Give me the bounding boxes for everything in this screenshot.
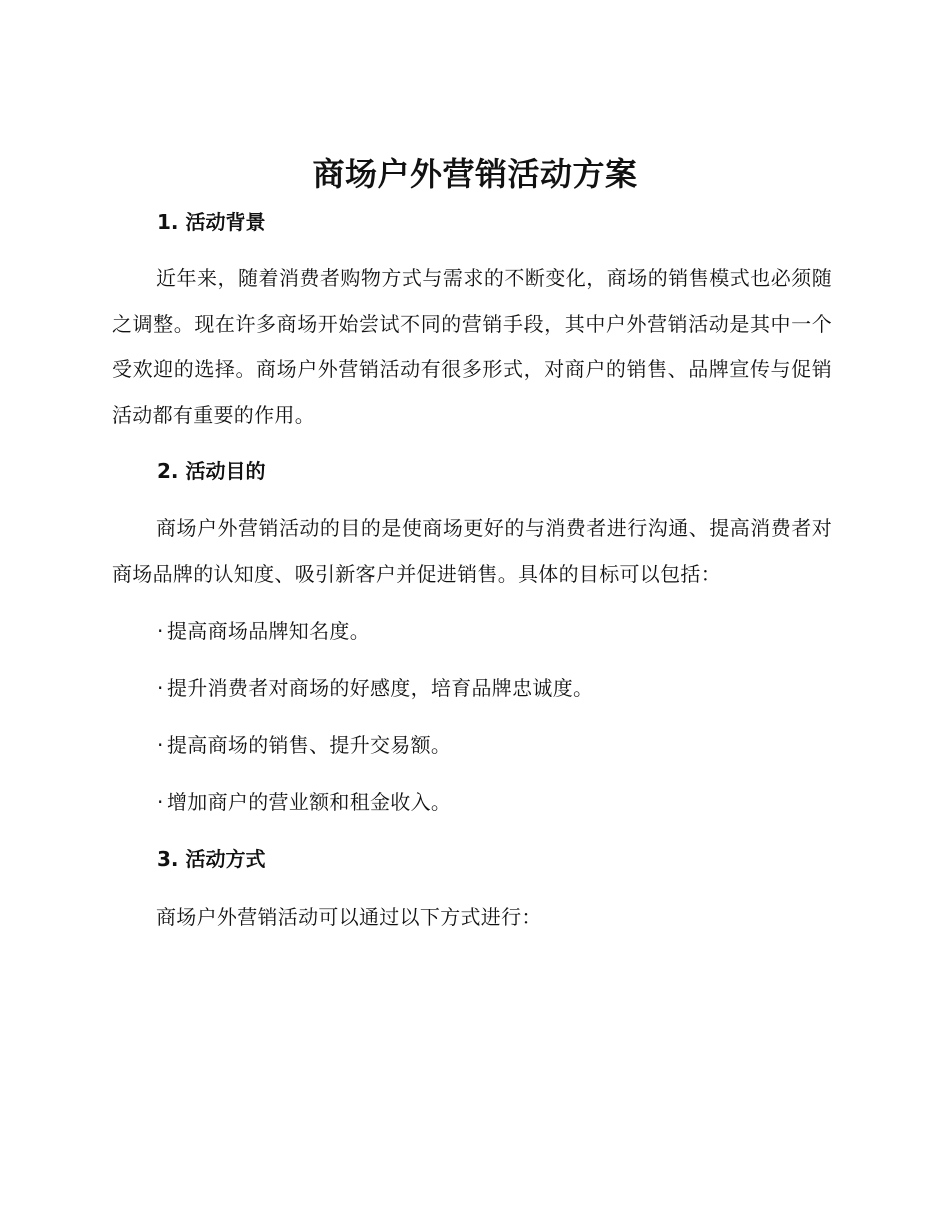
list-item	[157, 787, 451, 817]
list-item-text: 增加商户的营业额和租金收入。	[167, 790, 452, 814]
section-heading-purpose: 2. 活动目的	[157, 459, 266, 483]
list-item-text: 提升消费者对商场的好感度，培育品牌忠诚度。	[167, 676, 594, 700]
list-item	[157, 673, 593, 703]
section-heading-background: 1. 活动背景	[157, 210, 266, 234]
list-item-text: 提高商场的销售、提升交易额。	[167, 733, 452, 757]
section-paragraph-purpose: 商场户外营销活动的目的是使商场更好的与消费者进行沟通、提高消费者对商场品牌的认知度、吸引新客户并促进销售。具体的目标可以包括：	[112, 516, 832, 586]
bullet-marker: ·	[157, 619, 164, 643]
list-item	[157, 616, 370, 646]
list-item-text: 提高商场品牌知名度。	[167, 619, 370, 643]
list-item	[157, 730, 451, 760]
bullet-marker: ·	[157, 733, 164, 757]
section-heading-method: 3. 活动方式	[157, 847, 266, 871]
bullet-marker: ·	[157, 676, 164, 700]
section-paragraph-background: 近年来，随着消费者购物方式与需求的不断变化，商场的销售模式也必须随之调整。现在许多商场开始尝试不同的营销手段，其中户外营销活动是其中一个受欢迎的选择。商场户外营销活动有很多形式，对商户的销售、品牌宣传与促销活动都有重要的作用。	[112, 266, 832, 427]
document-title: 商场户外营销活动方案	[312, 155, 638, 193]
section-paragraph-method: 商场户外营销活动可以通过以下方式进行：	[156, 905, 542, 929]
bullet-marker: ·	[157, 790, 164, 814]
